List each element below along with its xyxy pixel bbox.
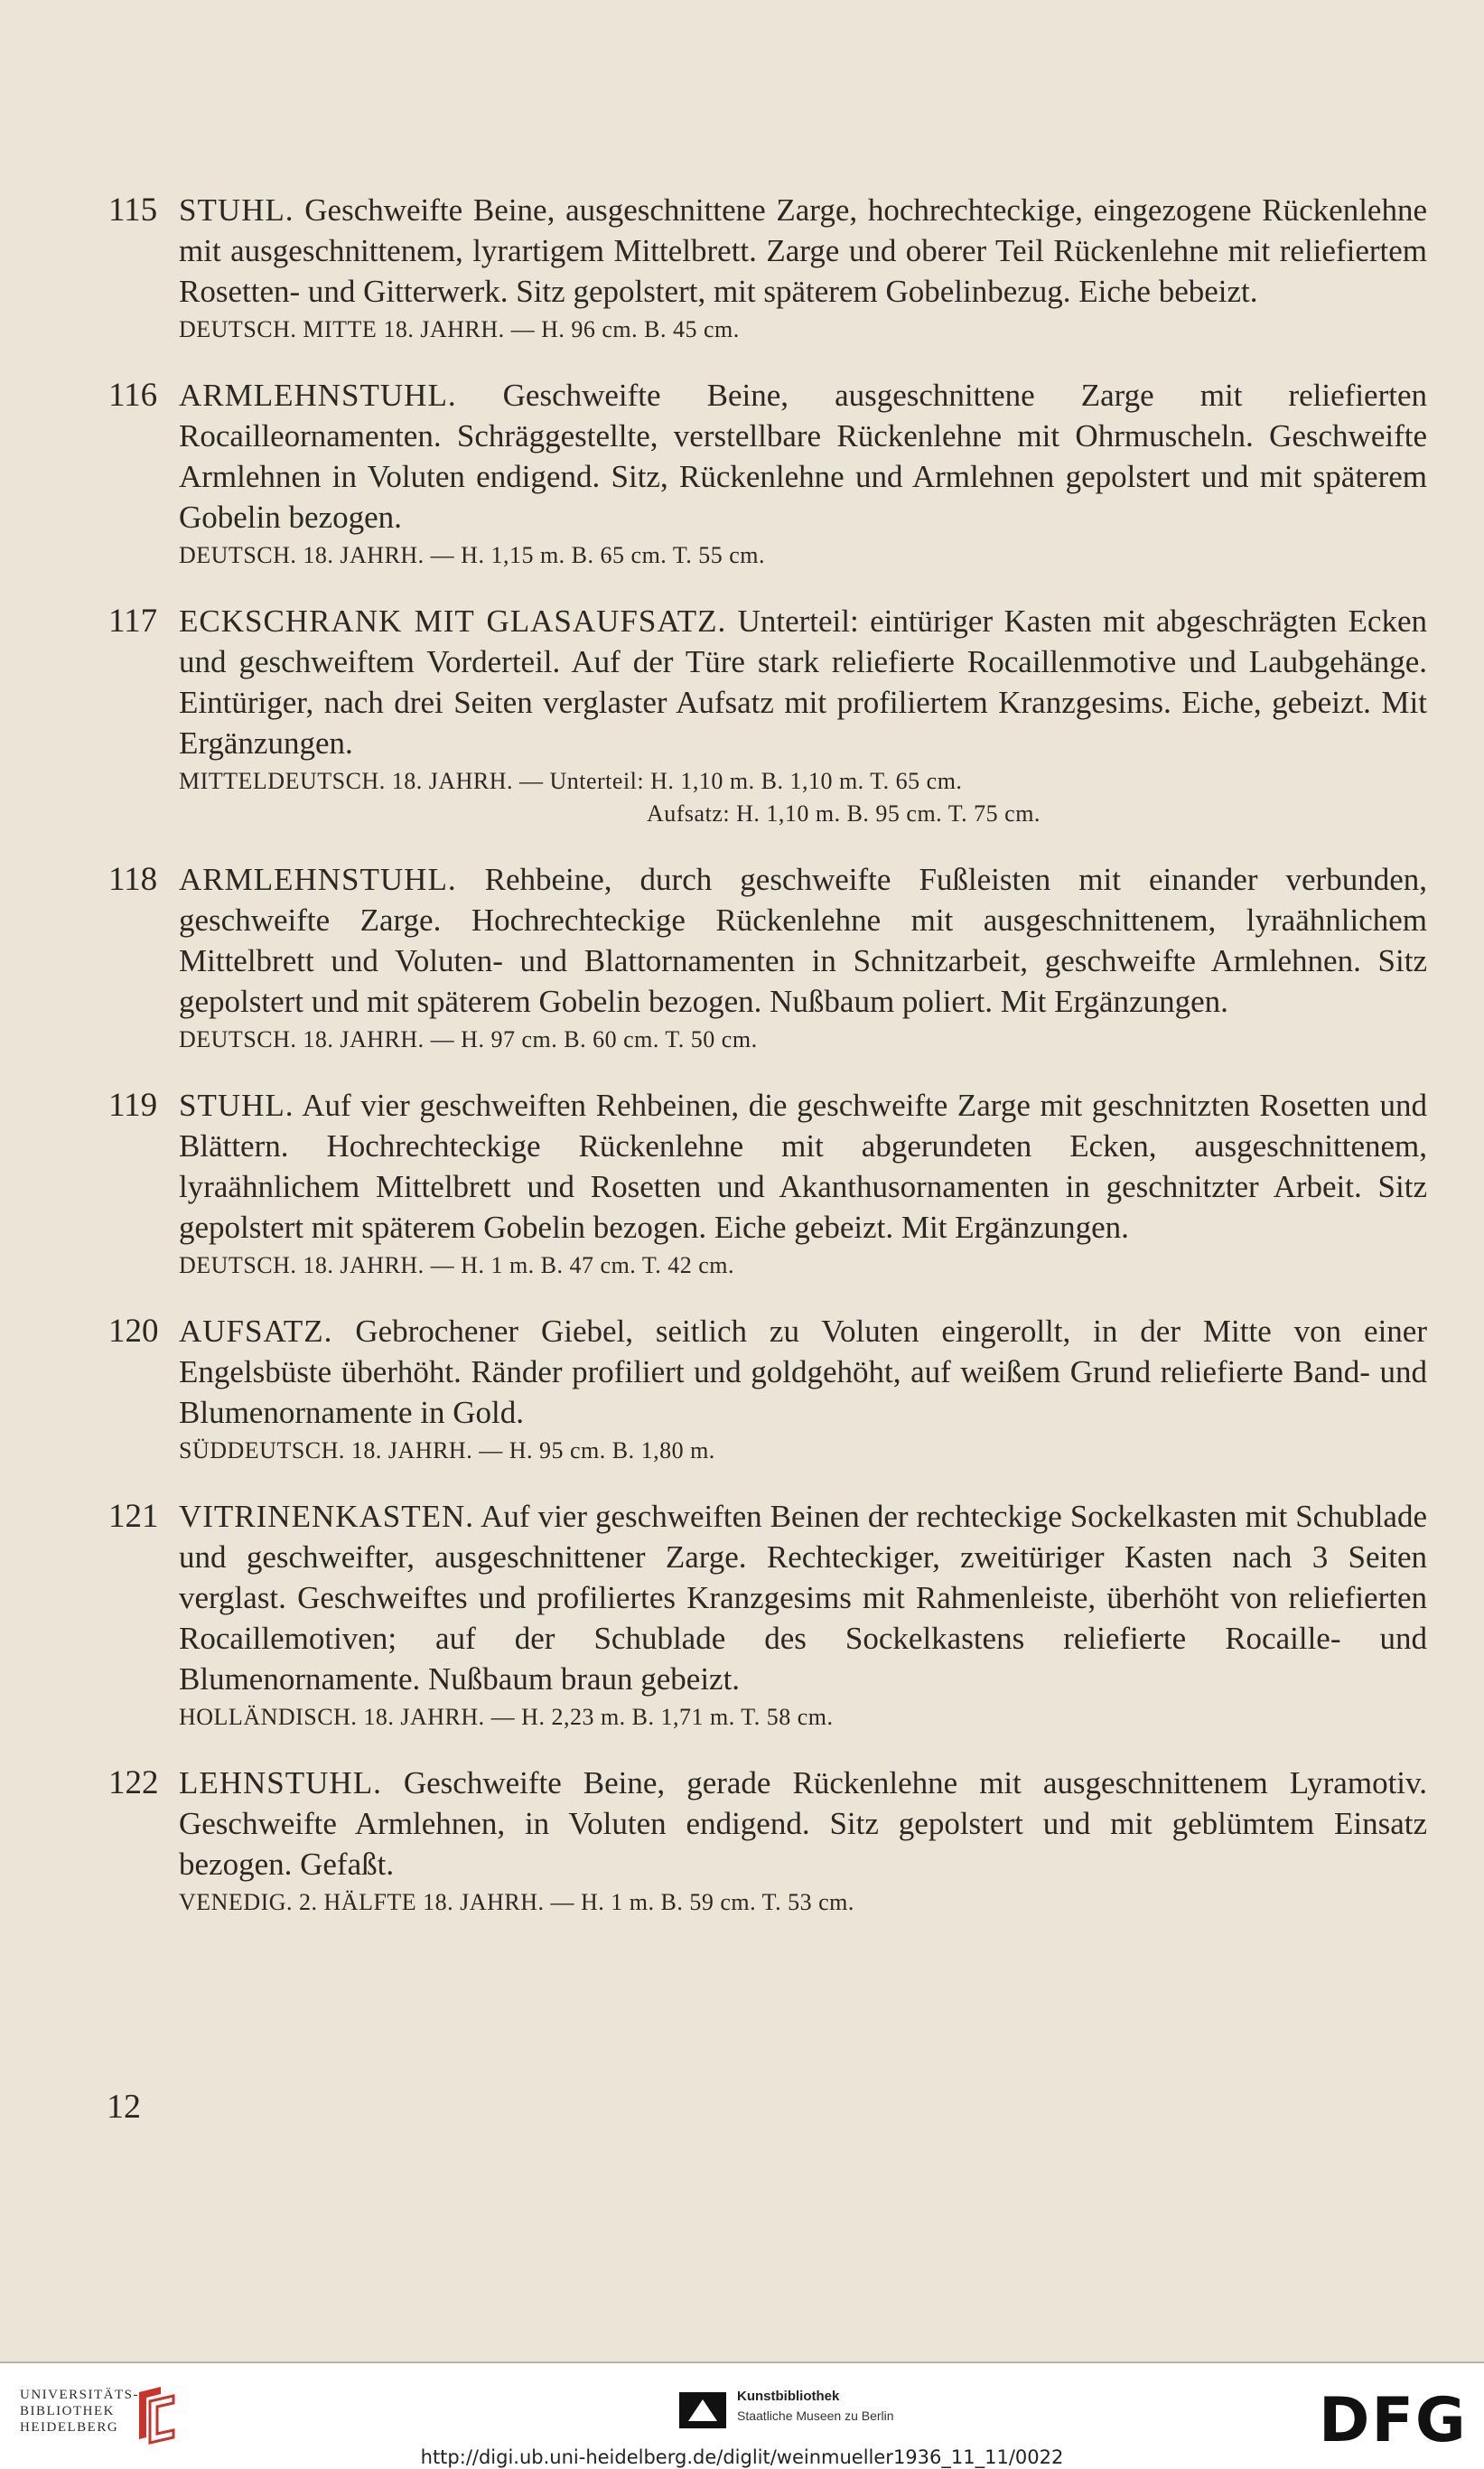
entry-number: 117 [108,603,158,640]
entry-text: Auf vier geschweiften Beinen der rechteckige Sockelkasten mit Schublade und geschweifter, ausgeschnittener Zarge. Rechteckiger, zweitüriger Kasten nach 3 Seiten verglast. Geschweiftes und profiliertes Kranzgesims mit Rahmenleiste, überhöht von reliefierten Rocaillemotiven; auf der Schublade des Sockelkastens reliefierte Rocaille- und Blumenornamente. Nußbaum braun gebeizt. [179,1499,1427,1697]
entry-heading: ARMLEHNSTUHL. [179,862,457,897]
dfg-logo[interactable]: DFG [1319,2385,1468,2456]
entry-text: Geschweifte Beine, ausgeschnittene Zarge, hochrechteckige, eingezogene Rückenlehne mit ausgeschnittenem, lyrartigem Mittelbrett. Zarge und oberer Teil Rückenlehne mit reliefiertem Rosetten- und Gitterwerk. Sitz gepolstert, mit späterem Gobelinbezug. Eiche bebeizt. [179,192,1428,309]
entry-number: 119 [108,1087,158,1124]
footer-bar [0,2361,1484,2469]
entry-description [179,1311,1427,1433]
entry-meta: DEUTSCH. MITTE 18. JAHRH. — H. 96 cm. B. 45 cm. [179,316,740,342]
catalog-entries [108,190,1427,1948]
entry-text: Unterteil: eintüriger Kasten mit abgeschrägten Ecken und geschweiftem Vorderteil. Auf der Türe stark reliefierte Rocaillenmotive und Laubgehänge. Eintüriger, nach drei Seiten verglaster Aufsatz mit profiliertem Kranzgesims. Eiche, gebeizt. Mit Ergänzungen. [179,603,1427,761]
entry-description [179,375,1427,538]
entry-number: 120 [108,1313,159,1350]
footer-divider [0,2361,1484,2363]
entry-description [179,190,1427,312]
university-line-1: UNIVERSITÄTS- [20,2388,139,2402]
entry-description [179,601,1427,763]
entry-meta: DEUTSCH. 18. JAHRH. — H. 97 cm. B. 60 cm. T. 50 cm. [179,1026,758,1052]
catalog-entry-122 [108,1763,1427,1921]
entry-number: 116 [108,377,158,414]
entry-heading: STUHL. [179,1088,294,1123]
kunstbibliothek-subtitle: Staatliche Museen zu Berlin [737,2408,894,2423]
entry-heading: LEHNSTUHL. [179,1765,382,1800]
entry-number: 115 [108,192,158,229]
catalog-entry-121 [108,1496,1427,1735]
entry-meta-secondary: Aufsatz: H. 1,10 m. B. 95 cm. T. 75 cm. [647,800,1041,827]
entry-text: Gebrochener Giebel, seitlich zu Voluten eingerollt, in der Mitte von einer Engelsbüste überhöht. Ränder profiliert und goldgehöht, auf weißem Grund reliefierte Band- und Blumenornamente in Gold. [179,1314,1427,1430]
kunstbibliothek-title: Kunstbibliothek [737,2389,840,2404]
page-number: 12 [107,2088,141,2126]
entry-number: 118 [108,861,158,898]
kunstbibliothek-logo-icon[interactable] [679,2392,726,2428]
entry-heading: AUFSATZ. [179,1314,333,1349]
university-line-2: BIBLIOTHEK [20,2404,115,2418]
entry-description [179,1085,1427,1248]
university-library-logo[interactable] [20,2387,139,2436]
entry-text: Auf vier geschweiften Rehbeinen, die geschweifte Zarge mit geschnitzten Rosetten und Blättern. Hochrechteckige Rückenlehne mit abgerundeten Ecken, ausgeschnittenem, lyraähnlichem Mittelbrett und Rosetten und Akanthusornamenten in geschnitzter Arbeit. Sitz gepolstert mit späterem Gobelin bezogen. Eiche gebeizt. Mit Ergänzungen. [179,1088,1427,1245]
catalog-entry-116 [108,375,1427,574]
entry-meta: SÜDDEUTSCH. 18. JAHRH. — H. 95 cm. B. 1,80 m. [179,1437,715,1464]
entry-text: Rehbeine, durch geschweifte Fußleisten mit einander verbunden, geschweifte Zarge. Hochrechteckige Rückenlehne mit ausgeschnittenem, lyraähnlichem Mittelbrett und Voluten- und Blattornamenten in Schnitzarbeit, geschweifte Armlehnen. Sitz gepolstert und mit späterem Gobelin bezogen. Nußbaum poliert. Mit Ergänzungen. [179,862,1427,1019]
entry-text: Geschweifte Beine, gerade Rückenlehne mit ausgeschnittenem Lyramotiv. Geschweifte Armlehnen, in Voluten endigend. Sitz gepolstert und mit geblümtem Einsatz bezogen. Gefaßt. [179,1765,1427,1882]
catalog-entry-119 [108,1085,1427,1284]
entry-number: 121 [108,1498,159,1535]
catalog-entry-117 [108,601,1427,832]
entry-number: 122 [108,1764,159,1801]
catalog-entry-115 [108,190,1427,348]
entry-meta: DEUTSCH. 18. JAHRH. — H. 1 m. B. 47 cm. T. 42 cm. [179,1252,735,1278]
entry-meta: DEUTSCH. 18. JAHRH. — H. 1,15 m. B. 65 cm. T. 55 cm. [179,542,766,568]
catalog-entry-120 [108,1311,1427,1469]
permalink-url[interactable]: http://digi.ub.uni-heidelberg.de/diglit/weinmueller1936_11_11/0022 [420,2446,1064,2468]
entry-meta: MITTELDEUTSCH. 18. JAHRH. — Unterteil: H. 1,10 m. B. 1,10 m. T. 65 cm. [179,768,963,794]
entry-heading: STUHL. [179,192,294,228]
catalog-entry-118 [108,859,1427,1058]
entry-meta: HOLLÄNDISCH. 18. JAHRH. — H. 2,23 m. B. 1,71 m. T. 58 cm. [179,1704,834,1730]
entry-description [179,859,1427,1022]
entry-meta: VENEDIG. 2. HÄLFTE 18. JAHRH. — H. 1 m. B. 59 cm. T. 53 cm. [179,1889,854,1915]
university-line-3: HEIDELBERG [20,2420,119,2435]
entry-text: Geschweifte Beine, ausgeschnittene Zarge mit reliefierten Rocailleornamenten. Schräggestellte, verstellbare Rückenlehne mit Ohrmuscheln. Geschweifte Armlehnen in Voluten endigend. Sitz, Rückenlehne und Armlehnen gepolstert und mit späterem Gobelin bezogen. [179,378,1427,535]
university-emblem-icon [134,2385,177,2445]
entry-description [179,1763,1427,1884]
entry-heading: ARMLEHNSTUHL. [179,378,457,413]
entry-description [179,1496,1427,1699]
entry-heading: VITRINENKASTEN. [179,1499,475,1534]
entry-heading: ECKSCHRANK MIT GLASAUFSATZ. [179,603,727,639]
